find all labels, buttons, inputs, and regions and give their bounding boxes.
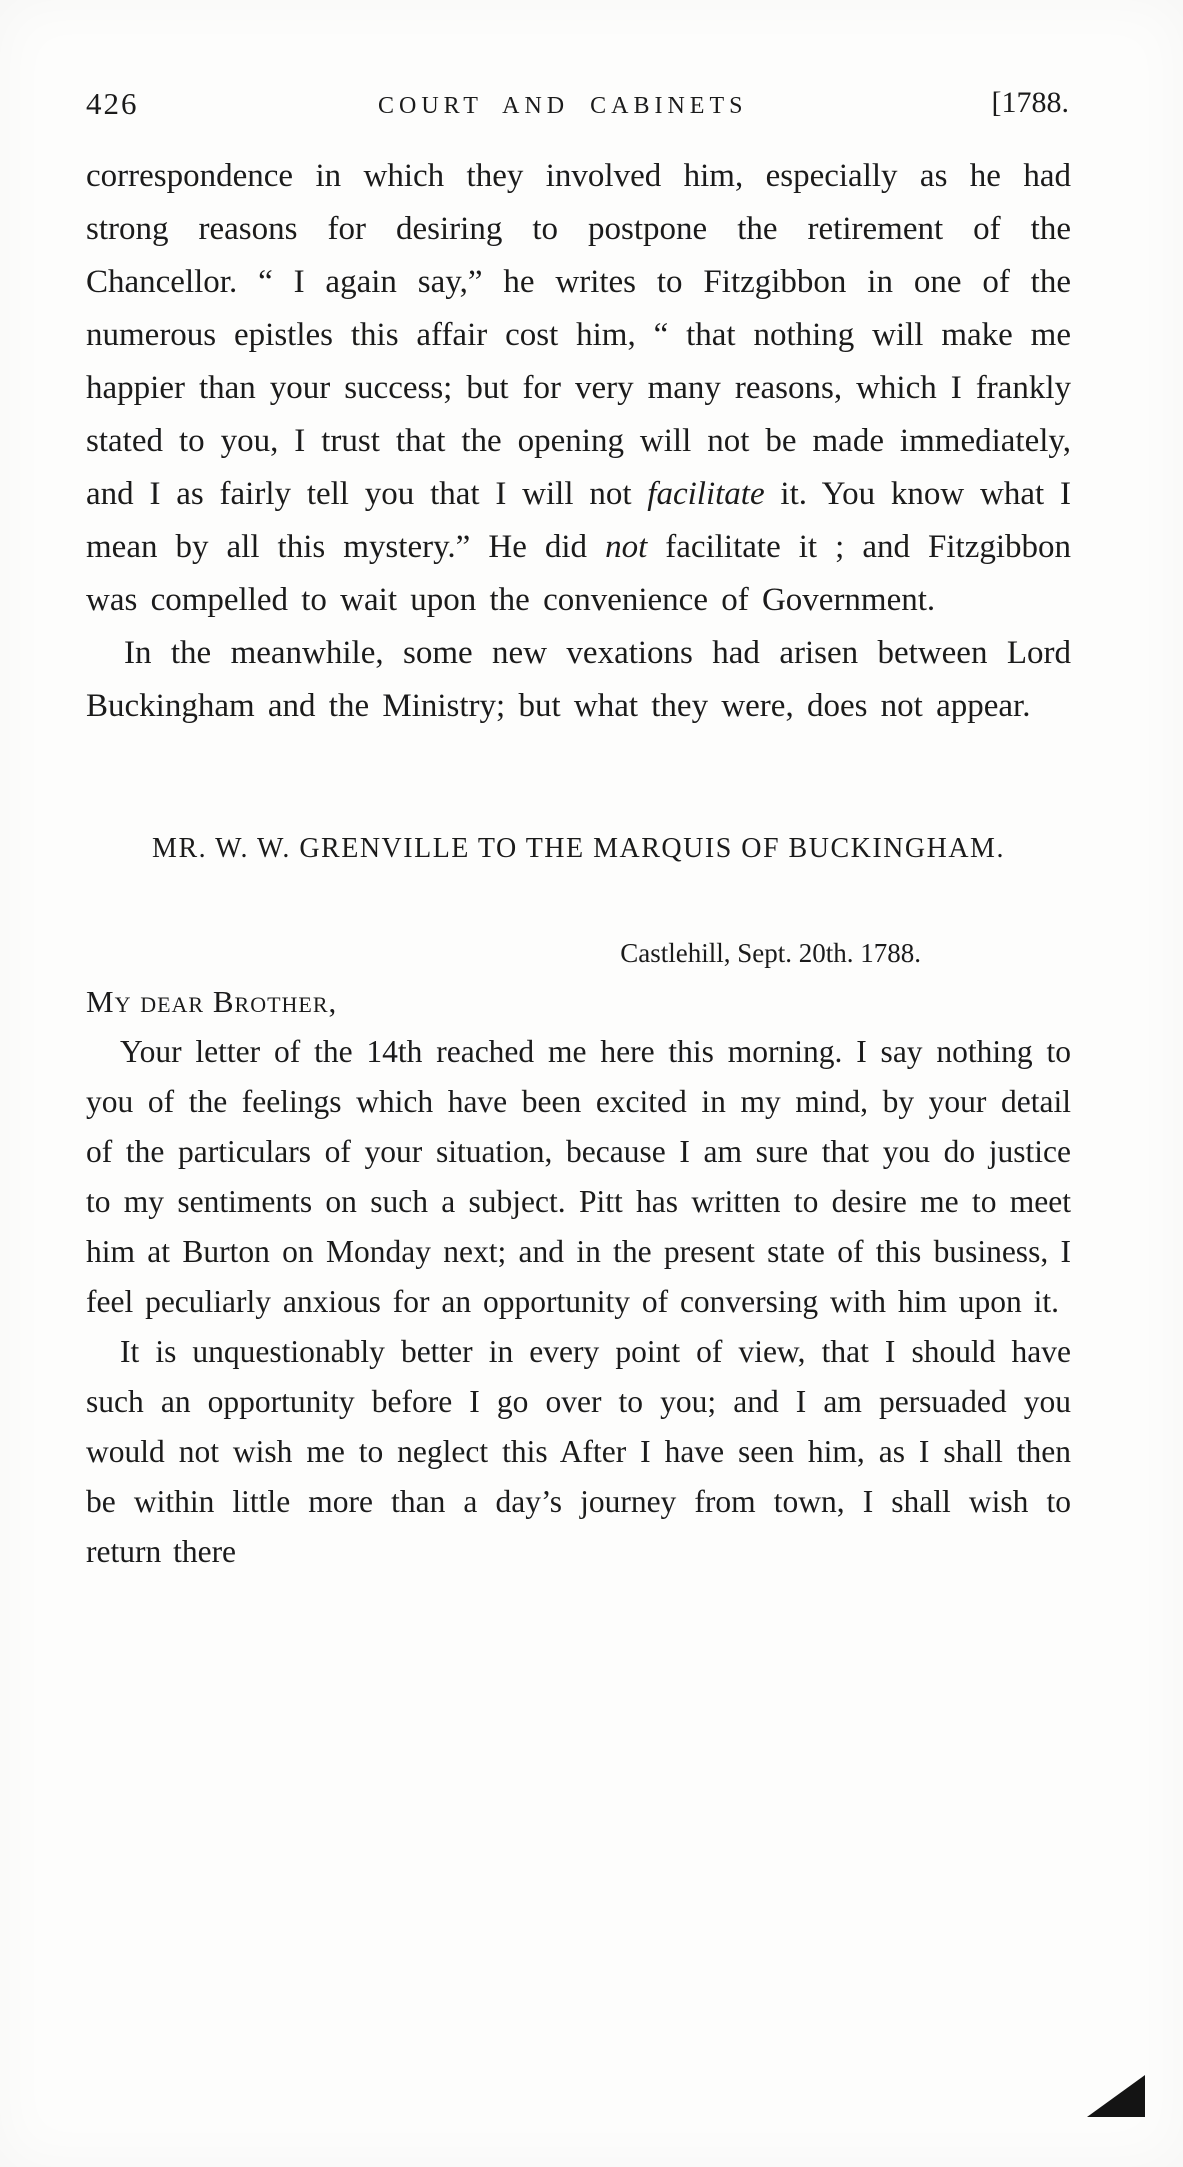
corner-fold-icon xyxy=(1087,2075,1145,2117)
page-header xyxy=(86,86,1069,132)
letter-paragraph-1: Your letter of the 14th reached me here this morning. I say nothing to you of the feelings which have been excited in my mind, by your detail of the particulars of your situation, because I am sure that you do justice to my sentiments on such a subject. Pitt has written to desire me to meet him at Burton on Monday next; and in the present state of this business, I feel peculiarly anxious for an opportunity of conversing with him upon it. xyxy=(86,1034,1071,1319)
letter-salutation: My dear Brother, xyxy=(86,984,338,1019)
letter-dateline: Castlehill, Sept. 20th. 1788. xyxy=(620,938,921,968)
running-title: COURT AND CABINETS xyxy=(377,93,748,119)
page-text xyxy=(86,150,1071,1577)
body-paragraph-2: In the meanwhile, some new vexations had arisen between Lord Buckingham and the Ministry; but what they were, does not appear. xyxy=(86,635,1071,724)
body-paragraph-1: correspondence in which they involved him, especially as he had strong reasons for desiring to postpone the retirement of the Chancellor. “ I again say,” he writes to Fitzgibbon in one of the numerous epistles this affair cost him, “ that nothing will make me happier than your success; but for very many reasons, which I frankly stated to you, I trust that the opening will not be made immediately, and I as fairly tell you that I will not facilitate it. You know what I mean by all this mystery.” He did not facilitate it ; and Fitzgibbon was compelled to wait upon the convenience of Government. xyxy=(86,158,1072,618)
page-number: 426 xyxy=(86,86,139,121)
letter-paragraph-2: It is unquestionably better in every point of view, that I should have such an opportunity before I go over to you; and I am persuaded you would not wish me to neglect this After I have seen him, as I shall then be within little more than a day’s journey from town, I shall wish to return there xyxy=(86,1334,1071,1569)
year-marker: [1788. xyxy=(991,86,1069,119)
letter-heading: MR. W. W. GRENVILLE TO THE MARQUIS OF BUCKINGHAM. xyxy=(152,833,1005,864)
